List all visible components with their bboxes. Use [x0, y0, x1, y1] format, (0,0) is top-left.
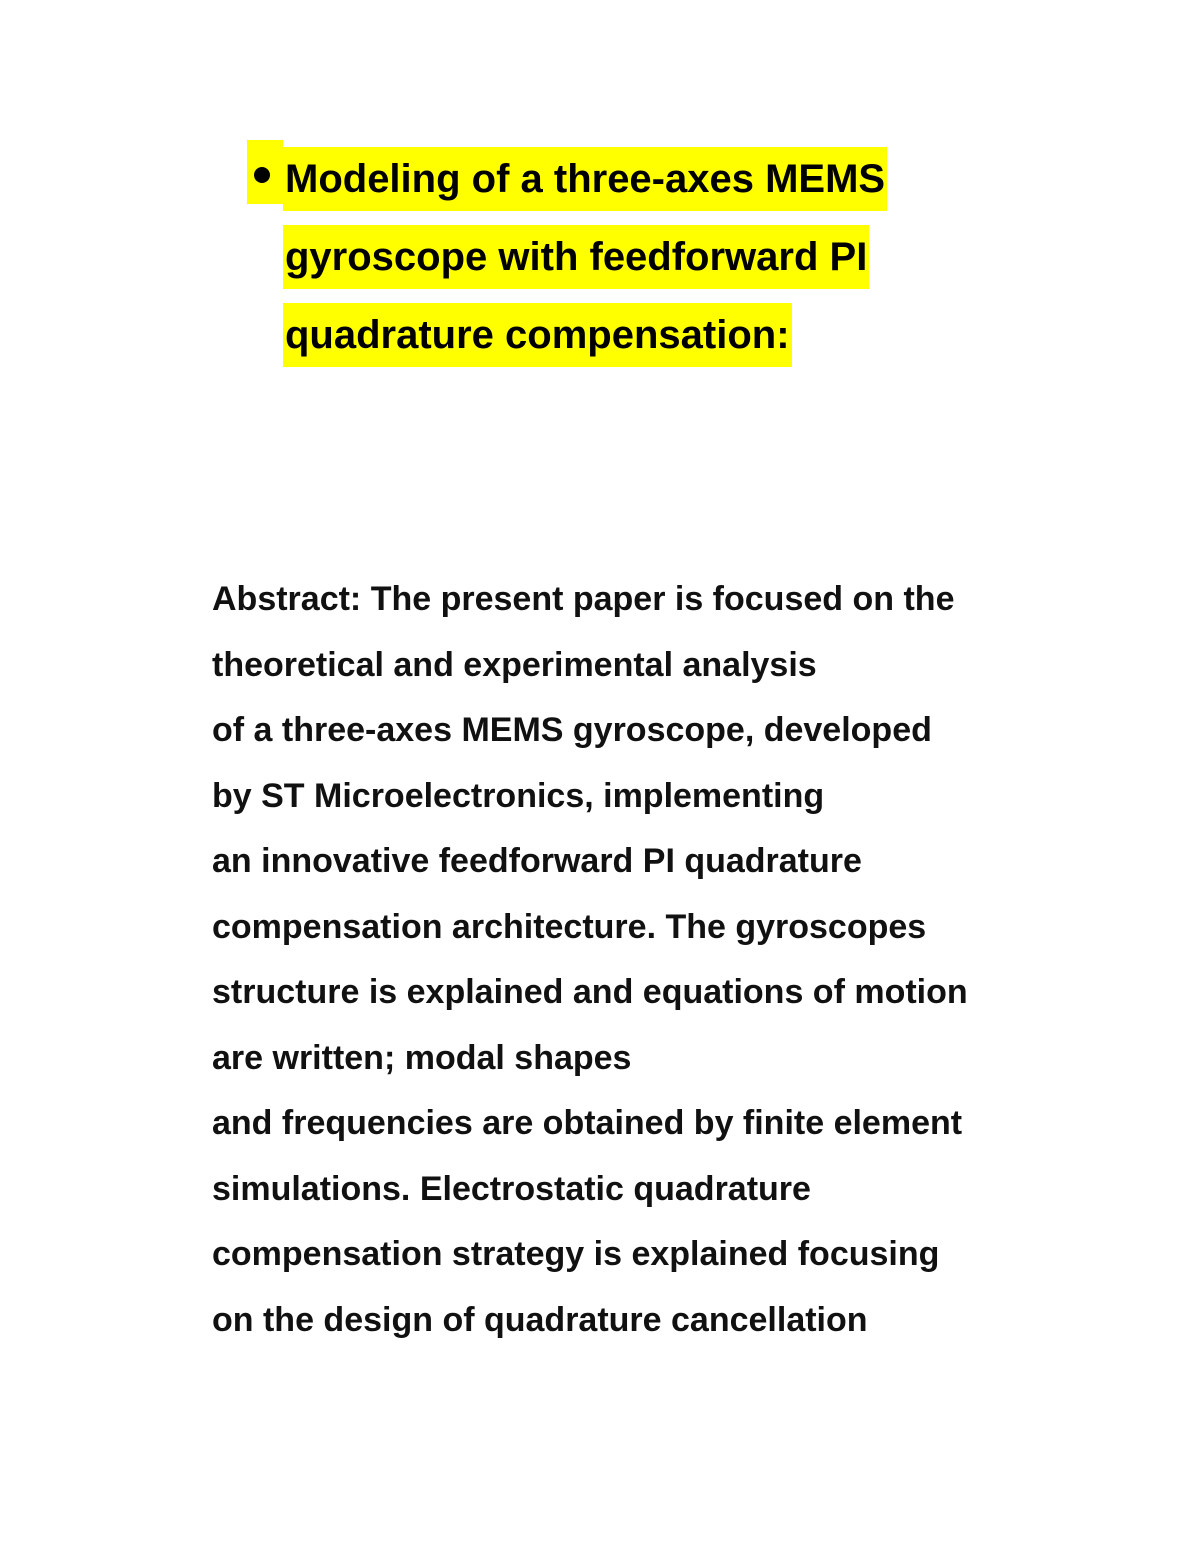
- title-text-line: gyroscope with feedforward PI: [283, 225, 869, 289]
- title-text-line: quadrature compensation:: [283, 303, 792, 367]
- abstract-line: by ST Microelectronics, implementing: [212, 776, 825, 815]
- abstract-paragraph: [212, 567, 1092, 1353]
- abstract-line: Abstract: The present paper is focused on the: [212, 580, 955, 618]
- abstract-line: compensation strategy is explained focusing: [212, 1235, 940, 1273]
- title-line-1: [247, 140, 987, 218]
- abstract-line: theoretical and experimental analysis: [212, 645, 817, 684]
- title-text-line: Modeling of a three-axes MEMS: [283, 147, 887, 211]
- abstract-line: on the design of quadrature cancellation: [212, 1300, 868, 1339]
- abstract-line: compensation architecture. The gyroscopes: [212, 907, 927, 946]
- title-bullet-item: [247, 140, 987, 374]
- abstract-line: are written; modal shapes: [212, 1038, 632, 1077]
- abstract-line: structure is explained and equations of motion: [212, 973, 968, 1011]
- abstract-line: of a three-axes MEMS gyroscope, developed: [212, 711, 932, 749]
- abstract-line: simulations. Electrostatic quadrature: [212, 1169, 811, 1208]
- abstract-line: and frequencies are obtained by finite element: [212, 1104, 963, 1142]
- title-line-2: [247, 218, 987, 296]
- abstract-line: an innovative feedforward PI quadrature: [212, 842, 862, 880]
- bullet-dot-icon: [254, 167, 270, 183]
- bullet-marker: [247, 140, 283, 204]
- title-line-3: [247, 296, 987, 374]
